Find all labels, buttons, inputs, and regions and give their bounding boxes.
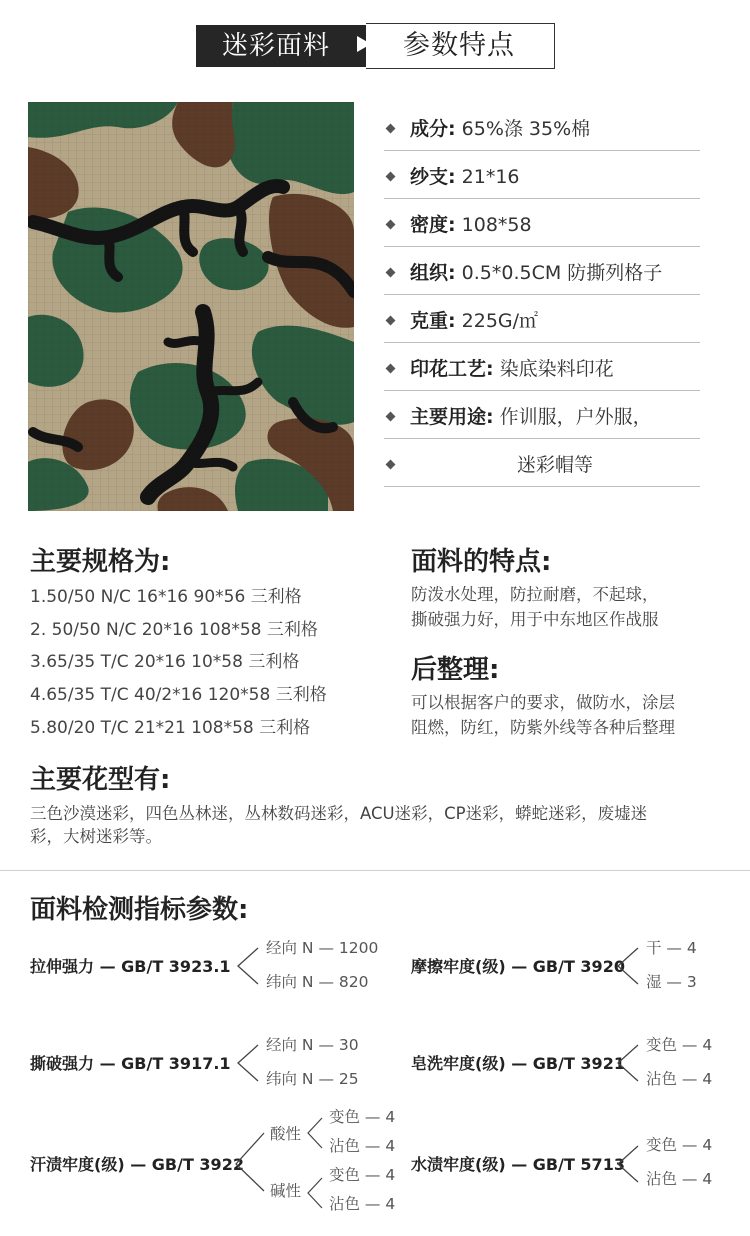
param-row	[384, 159, 700, 199]
param-row	[384, 447, 700, 487]
patterns-line: 彩，大树迷彩等。	[30, 827, 162, 846]
param-label: 成分:	[410, 118, 456, 140]
sweat-acid-stain: 沾色 — 4	[329, 1137, 396, 1155]
finishing-title: 后整理:	[411, 655, 500, 685]
tensile-label: 拉伸强力 — GB/T 3923.1	[30, 957, 231, 976]
bracket-icon	[616, 947, 640, 985]
param-value: 迷彩帽等	[517, 454, 594, 476]
patterns-title: 主要花型有:	[30, 765, 171, 795]
diamond-bullet-icon	[386, 124, 396, 134]
bracket-icon	[236, 1044, 260, 1082]
bracket-icon	[234, 1132, 266, 1192]
diamond-bullet-icon	[386, 220, 396, 230]
diamond-bullet-icon	[386, 364, 396, 374]
param-label: 克重:	[410, 310, 456, 332]
water-label: 水渍牢度(级) — GB/T 5713	[411, 1155, 625, 1174]
water-stain: 沾色 — 4	[646, 1170, 713, 1188]
features-line: 防泼水处理，防拉耐磨，不起球，	[411, 585, 659, 604]
sweat-alkali-label: 碱性	[270, 1182, 302, 1200]
washing-change: 变色 — 4	[646, 1036, 713, 1054]
spec-item: 1.50/50 N/C 16*16 90*56 三利格	[30, 587, 302, 607]
bracket-icon	[616, 1044, 640, 1082]
abrasion-label: 摩擦牢度(级) — GB/T 3920	[411, 957, 625, 976]
header-left-title: 迷彩面料	[222, 31, 331, 61]
bracket-icon	[236, 947, 260, 985]
tear-label: 撕破强力 — GB/T 3917.1	[30, 1054, 231, 1073]
param-label: 组织:	[410, 262, 456, 284]
param-row	[384, 207, 700, 247]
features-line: 撕破强力好，用于中东地区作战服	[411, 610, 659, 629]
bracket-icon	[616, 1145, 640, 1183]
bracket-icon	[306, 1117, 324, 1149]
triangle-right-icon	[357, 36, 371, 52]
finishing-line: 阻燃，防红，防紫外线等各种后整理	[411, 718, 675, 737]
diamond-bullet-icon	[386, 460, 396, 470]
water-change: 变色 — 4	[646, 1136, 713, 1154]
param-row	[384, 111, 700, 151]
param-label: 印花工艺:	[410, 358, 494, 380]
spec-item: 5.80/20 T/C 21*21 108*58 三利格	[30, 718, 311, 738]
param-row	[384, 303, 700, 343]
param-label: 密度:	[410, 214, 456, 236]
sweat-acid-label: 酸性	[270, 1125, 302, 1143]
tensile-weft: 纬向 N — 820	[266, 973, 369, 991]
sweat-alkali-change: 变色 — 4	[329, 1166, 396, 1184]
abrasion-wet: 湿 — 3	[646, 973, 697, 991]
diamond-bullet-icon	[386, 316, 396, 326]
header-right-title: 参数特点	[403, 30, 515, 61]
finishing-line: 可以根据客户的要求，做防水，涂层	[411, 693, 675, 712]
param-value: 65%涤 35%棉	[461, 118, 591, 140]
tear-warp: 经向 N — 30	[266, 1036, 359, 1054]
specs-title: 主要规格为:	[30, 547, 171, 577]
param-value: 0.5*0.5CM 防撕列格子	[461, 262, 663, 284]
param-value: 作训服，户外服，	[499, 406, 652, 428]
features-title: 面料的特点:	[411, 547, 552, 577]
patterns-line: 三色沙漠迷彩，四色丛林迷，丛林数码迷彩，ACU迷彩，CP迷彩，蟒蛇迷彩，废墟迷	[30, 804, 648, 823]
param-row	[384, 351, 700, 391]
bracket-icon	[306, 1177, 324, 1209]
param-value: 21*16	[461, 166, 520, 188]
washing-stain: 沾色 — 4	[646, 1070, 713, 1088]
param-row	[384, 255, 700, 295]
diamond-bullet-icon	[386, 268, 396, 278]
param-value: 225G/㎡	[461, 310, 539, 332]
param-label: 主要用途:	[410, 406, 494, 428]
diamond-bullet-icon	[386, 172, 396, 182]
tests-title: 面料检测指标参数:	[30, 895, 249, 925]
sweat-alkali-stain: 沾色 — 4	[329, 1195, 396, 1213]
washing-label: 皂洗牢度(级) — GB/T 3921	[411, 1054, 625, 1073]
spec-item: 2. 50/50 N/C 20*16 108*58 三利格	[30, 620, 318, 640]
spec-item: 3.65/35 T/C 20*16 10*58 三利格	[30, 652, 300, 672]
tear-weft: 纬向 N — 25	[266, 1070, 359, 1088]
sweat-acid-change: 变色 — 4	[329, 1108, 396, 1126]
param-row	[384, 399, 700, 439]
param-value: 染底染料印花	[499, 358, 614, 380]
section-divider	[0, 870, 750, 871]
camo-fabric-swatch	[28, 102, 354, 511]
sweat-label: 汗渍牢度(级) — GB/T 3922	[30, 1155, 244, 1174]
param-value: 108*58	[461, 214, 532, 236]
param-label: 纱支:	[410, 166, 456, 188]
abrasion-dry: 干 — 4	[646, 939, 697, 957]
spec-item: 4.65/35 T/C 40/2*16 120*58 三利格	[30, 685, 327, 705]
tensile-warp: 经向 N — 1200	[266, 939, 379, 957]
diamond-bullet-icon	[386, 412, 396, 422]
